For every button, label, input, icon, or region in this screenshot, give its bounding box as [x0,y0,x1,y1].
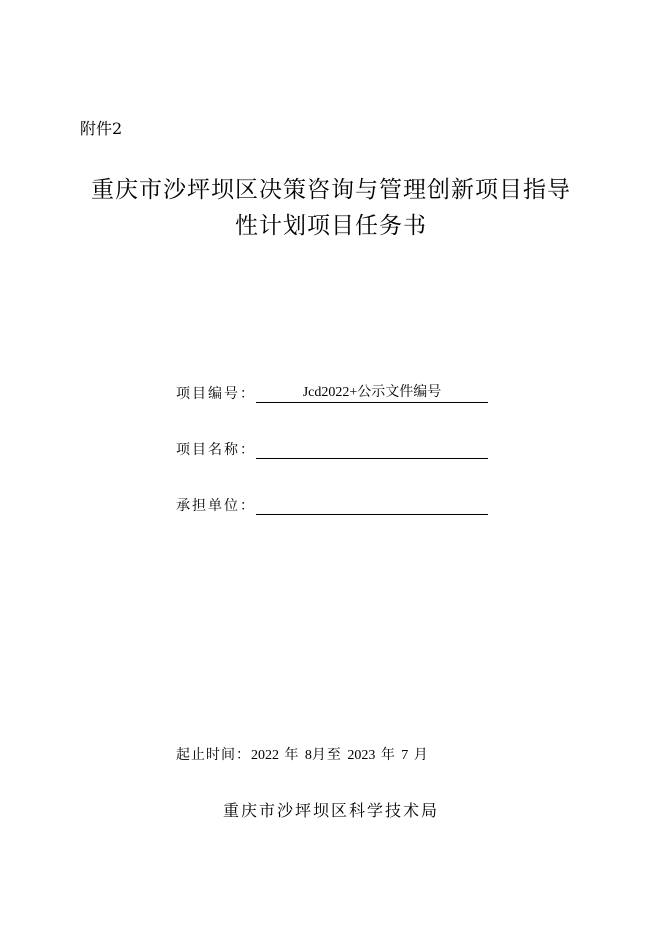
period-start-month: 8 [304,748,312,763]
period-start-year: 2022 [251,748,279,763]
attachment-label: 附件2 [80,119,123,138]
period-end-year: 2023 [347,748,376,763]
undertaking-unit-label: 承担单位： [176,498,256,514]
issuing-authority: 重庆市沙坪坝区科学技术局 [222,801,439,820]
project-number-value: Jcd2022+公示文件编号 [256,384,488,403]
project-name-row [176,439,488,459]
project-name-value [256,440,488,459]
document-title-line-1: 重庆市沙坪坝区决策咨询与管理创新项目指导 [91,177,571,203]
undertaking-unit-row [176,495,488,515]
period-line [176,744,429,764]
undertaking-unit-value [256,496,488,515]
period-year-char-1: 年 [284,747,300,763]
period-label: 起止时间： [176,747,251,763]
document-title-line-2: 性计划项目任务书 [235,213,427,239]
project-number-label: 项目编号： [176,386,256,402]
period-end-month: 7 [401,748,409,763]
period-year-char-2: 年 [380,747,396,763]
project-number-row [176,383,488,403]
period-month-char-1: 月 [311,747,327,763]
period-month-char-2: 月 [413,747,429,763]
period-to-char: 至 [326,747,342,763]
project-name-label: 项目名称： [176,442,256,458]
